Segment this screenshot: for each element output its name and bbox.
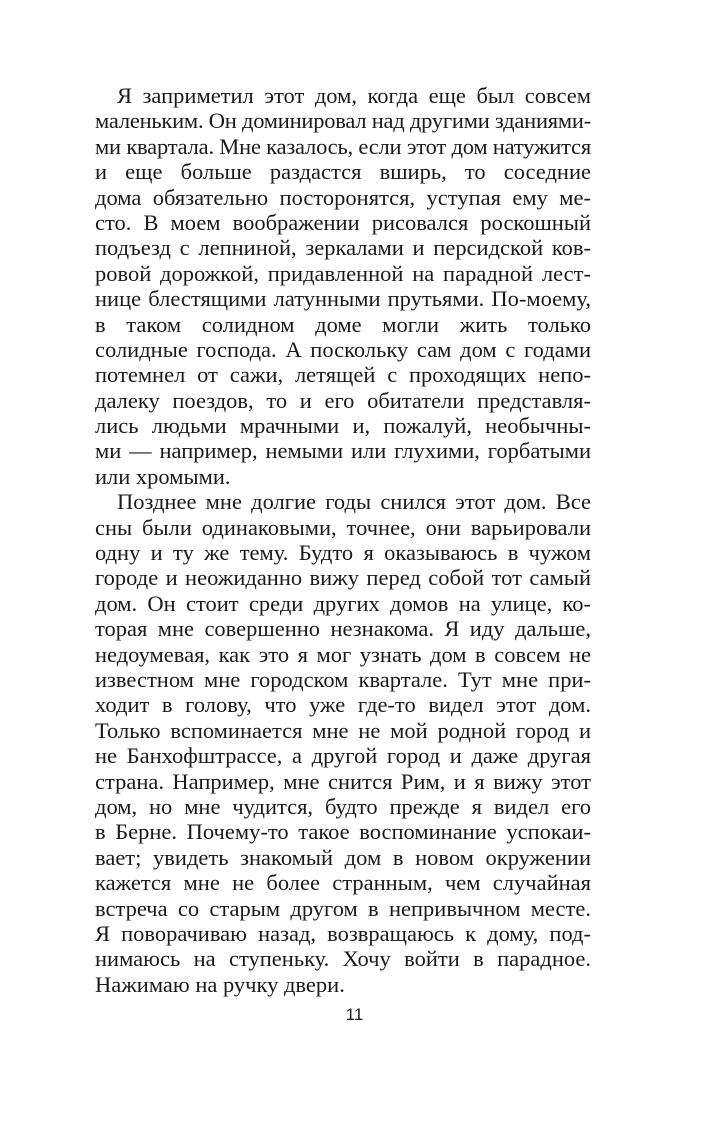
text-line: Позднее мне долгие годы снился этот дом. Все xyxy=(117,489,591,515)
text-line: ми квартала. Мне казалось, если этот дом натужится xyxy=(95,133,591,159)
text-line: или хромыми. xyxy=(95,463,231,489)
text-line: солидные господа. А поскольку сам дом с годами xyxy=(95,336,591,362)
text-line: лись людьми мрачными и, пожалуй, необычны- xyxy=(95,413,591,439)
text-line: Я заприметил этот дом, когда еще был совсем xyxy=(117,83,591,108)
text-line: одну и ту же тему. Будто я оказываюсь в чужом xyxy=(95,540,591,566)
text-line: подъезд с лепниной, зеркалами и персидской ков- xyxy=(95,235,591,261)
text-line: ровой дорожкой, придавленной на парадной лест- xyxy=(95,260,591,286)
text-line: в таком солидном доме могли жить только xyxy=(95,311,591,337)
text-line: не Банхофштрассе, а другой город и даже другая xyxy=(95,743,591,769)
text-line: дома обязательно посторонятся, уступая ему ме- xyxy=(95,184,591,210)
text-line: сны были одинаковыми, точнее, они варьировали xyxy=(95,514,591,540)
paragraph-2 xyxy=(95,489,591,997)
text-line: сто. В моем воображении рисовался роскошный xyxy=(95,209,591,235)
text-line: встреча со старым другом в непривычном месте. xyxy=(95,895,591,921)
text-line: Только вспоминается мне не мой родной город и xyxy=(95,717,591,743)
text-line: недоумевая, как это я мог узнать дом в совсем не xyxy=(95,641,591,667)
text-line: нимаюсь на ступеньку. Хочу войти в парадное. xyxy=(95,946,591,972)
text-line: нице блестящими латунными прутьями. По-моему, xyxy=(95,286,591,312)
text-line: ходит в голову, что уже где-то видел этот дом. xyxy=(95,692,591,718)
text-line: известном мне городском квартале. Тут мне при- xyxy=(95,666,591,692)
text-line: кажется мне не более странным, чем случайная xyxy=(95,870,591,896)
body-text xyxy=(95,83,591,997)
text-line: вает; увидеть знакомый дом в новом окружении xyxy=(95,844,591,870)
text-line: потемнел от сажи, летящей с проходящих непо- xyxy=(95,362,591,388)
text-line: торая мне совершенно незнакома. Я иду дальше, xyxy=(95,616,591,642)
text-line: и еще больше раздастся вширь, то соседние xyxy=(95,159,591,185)
page-number: 11 xyxy=(345,1005,364,1024)
text-line: страна. Например, мне снится Рим, и я вижу этот xyxy=(95,768,591,794)
text-line: Я поворачиваю назад, возвращаюсь к дому, под- xyxy=(95,920,591,946)
paragraph-1 xyxy=(95,83,591,489)
text-line: дом, но мне чудится, будто прежде я видел его xyxy=(95,793,591,819)
text-line: маленьким. Он доминировал над другими зданиями- xyxy=(95,108,591,134)
text-line: дом. Он стоит среди других домов на улице, ко- xyxy=(95,590,591,616)
text-line: Нажимаю на ручку двери. xyxy=(95,971,345,997)
text-line: далеку поездов, то и его обитатели представля- xyxy=(95,387,591,413)
text-line: городе и неожиданно вижу перед собой тот самый xyxy=(95,565,591,591)
text-line: ми — например, немыми или глухими, горбатыми xyxy=(95,438,591,464)
text-line: в Берне. Почему-то такое воспоминание успокаи- xyxy=(95,819,591,845)
